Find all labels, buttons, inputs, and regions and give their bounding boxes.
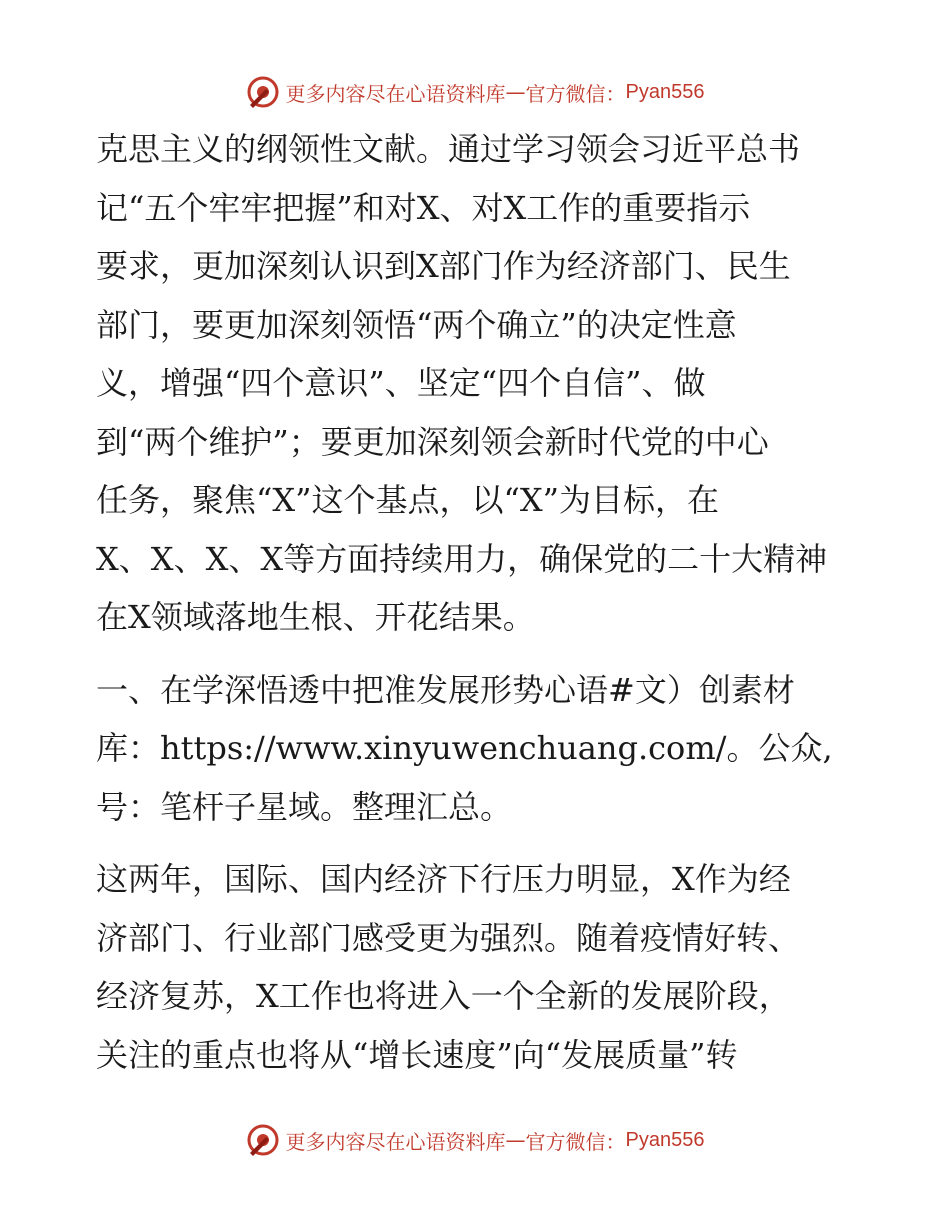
header-watermark-banner <box>0 72 950 112</box>
document-body <box>96 120 866 1084</box>
footer-wechat-label: 官方微信： <box>525 1129 626 1154</box>
header-wechat-id: Pyan556 <box>625 80 705 103</box>
text-line: X、X、X、X等方面持续用力，确保党的二十大精神 <box>96 539 828 578</box>
text-line: 要求，更加深刻认识到X部门作为经济部门、民生 <box>96 247 791 285</box>
paragraph-1 <box>96 120 866 647</box>
text-line: 义，增强“四个意识”、坚定“四个自信”、做 <box>96 364 706 402</box>
pen-logo-icon <box>246 75 280 109</box>
footer-watermark-banner <box>0 1120 950 1160</box>
paragraph-2-heading <box>96 661 866 837</box>
header-separator: — <box>505 80 526 104</box>
text-line: 号：笔杆子星域。整理汇总。 <box>96 787 513 826</box>
text-line: 一、在学深悟透中把准发展形势心语#文）创素材 <box>96 670 795 709</box>
pen-logo-icon <box>246 1123 280 1157</box>
footer-wechat-id: Pyan556 <box>625 1128 705 1151</box>
text-line: 部门，要更加深刻领悟“两个确立”的决定性意 <box>96 305 737 344</box>
text-line: 到“两个维护”；要更加深刻领会新时代党的中心 <box>96 422 769 461</box>
header-wechat-label: 官方微信： <box>525 81 626 106</box>
header-brand-text: 更多内容尽在心语资料库 <box>285 81 506 106</box>
text-line: 记“五个牢牢把握”和对X、对X工作的重要指示 <box>96 188 751 227</box>
paragraph-3 <box>96 850 866 1084</box>
text-line: 这两年，国际、国内经济下行压力明显，X作为经 <box>96 860 791 898</box>
text-line: 克思主义的纲领性文献。通过学习领会习近平总书 <box>96 130 801 168</box>
text-line: 在X领域落地生根、开花结果。 <box>96 598 535 636</box>
text-line: 任务，聚焦“X”这个基点，以“X”为目标，在 <box>96 481 720 519</box>
text-line: 济部门、行业部门感受更为强烈。随着疫情好转、 <box>96 918 801 957</box>
text-line: 关注的重点也将从“增长速度”向“发展质量”转 <box>96 1035 738 1074</box>
footer-separator: — <box>505 1128 526 1152</box>
text-line: 库：https://www.xinyuwenchuang.com/。公众, <box>96 729 833 767</box>
text-line: 经济复苏，X工作也将进入一个全新的发展阶段， <box>96 977 791 1015</box>
footer-brand-text: 更多内容尽在心语资料库 <box>285 1129 506 1154</box>
